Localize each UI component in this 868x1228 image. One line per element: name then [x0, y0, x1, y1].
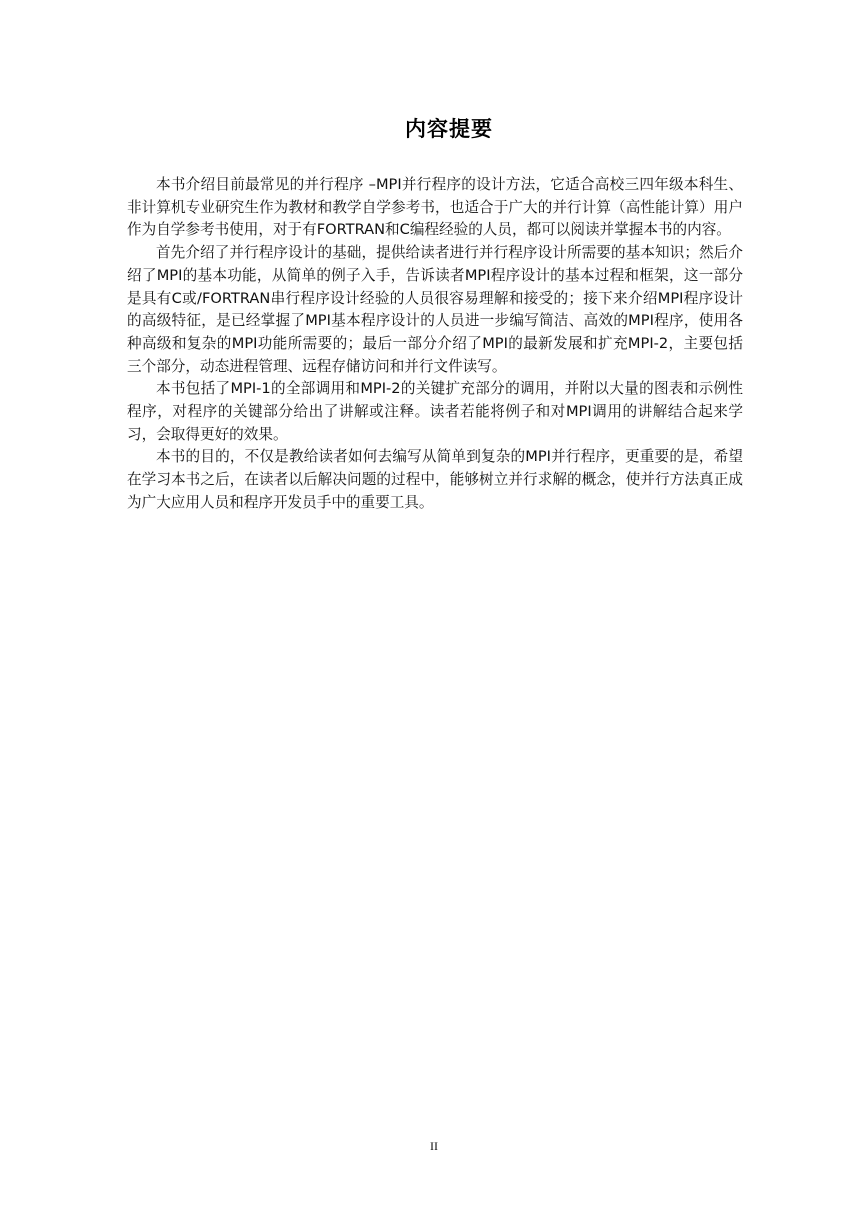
paragraph-structure: 首先介绍了并行程序设计的基础，提供给读者进行并行程序设计所需要的基本知识；然后介绍了MPI的基本功能，从简单的例子入手，告诉读者MPI程序设计的基本过程和框架，这一部分是具有C或/FORTRAN串行程序设计经验的人员很容易理解和接受的；接下来介绍MPI程序设计的高级特征，是已经掌握了MPI基本程序设计的人员进一步编写简洁、高效的MPI程序，使用各种高级和复杂的MPI功能所需要的；最后一部分介绍了MPI的最新发展和扩充MPI-2，主要包括三个部分，动态进程管理、远程存储访问和并行文件读写。 — [127, 244, 743, 375]
paragraph-purpose: 本书的目的，不仅是教给读者如何去编写从简单到复杂的MPI并行程序，更重要的是，希望在学习本书之后，在读者以后解决问题的过程中，能够树立并行求解的概念，使并行方法真正成为广大应用人员和程序开发员手中的重要工具。 — [127, 448, 743, 511]
paragraph-coverage: 本书包括了MPI-1的全部调用和MPI-2的关键扩充部分的调用，并附以大量的图表和示例性程序，对程序的关键部分给出了讲解或注释。读者若能将例子和对MPI调用的讲解结合起来学习，会取得更好的效果。 — [127, 380, 743, 443]
abstract-body — [127, 174, 743, 515]
page-number: II — [430, 1139, 438, 1153]
page-title: 内容提要 — [405, 117, 493, 141]
paragraph-intro: 本书介绍目前最常见的并行程序 –MPI并行程序的设计方法，它适合高校三四年级本科生、非计算机专业研究生作为教材和教学自学参考书，也适合于广大的并行计算（高性能计算）用户作为自学参考书使用，对于有FORTRAN和C编程经验的人员，都可以阅读并掌握本书的内容。 — [127, 176, 743, 239]
